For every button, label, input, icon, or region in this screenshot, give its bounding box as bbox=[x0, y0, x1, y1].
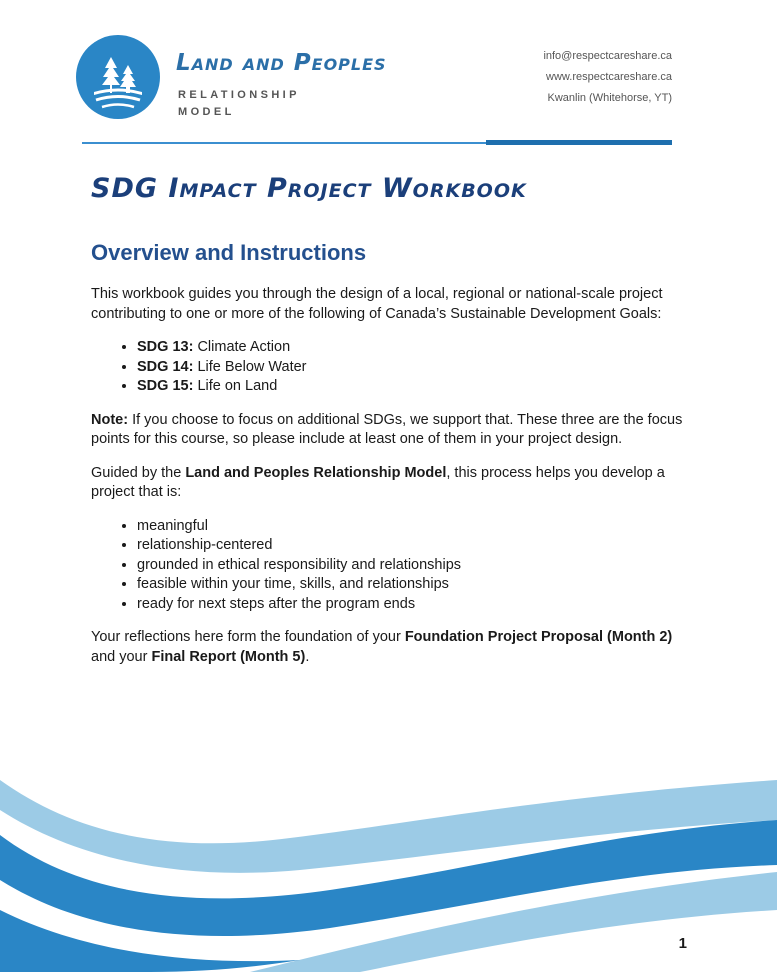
contact-email[interactable]: info@respectcareshare.ca bbox=[543, 50, 672, 62]
model-name: Land and Peoples Relationship Model bbox=[185, 464, 447, 481]
page-number: 1 bbox=[678, 935, 687, 952]
footer-wave bbox=[0, 760, 777, 972]
document-body bbox=[91, 285, 691, 681]
sdg-list-item: • SDG 15: Life on Land bbox=[137, 377, 691, 397]
intro-paragraph: This workbook guides you through the design of a local, regional or national-scale project contributing to one or more of the following of Canada’s Sustainable Development Goals: bbox=[91, 286, 663, 322]
note-paragraph: Note: If you choose to focus on additional SDGs, we support that. These three are the focus points for this course, so please include at least one of them in your project design. bbox=[91, 411, 683, 447]
sdg-list bbox=[91, 338, 691, 397]
contact-block bbox=[543, 46, 672, 109]
closing-paragraph: Your reflections here form the foundation of your Foundation Project Proposal (Month 2) and your Final Report (Month 5). bbox=[91, 629, 673, 665]
list-item: • relationship-centered bbox=[137, 536, 691, 556]
trees-water-circle-icon bbox=[76, 35, 160, 119]
sdg-list-item: • SDG 13: Climate Action bbox=[137, 338, 691, 358]
sdg-list-item: • SDG 14: Life Below Water bbox=[137, 358, 691, 378]
document-title: SDG Impact Project Workbook bbox=[91, 173, 527, 204]
list-item: • ready for next steps after the program ends bbox=[137, 595, 691, 615]
header-divider-accent bbox=[486, 140, 672, 145]
contact-location: Kwanlin (Whitehorse, YT) bbox=[547, 92, 672, 104]
note-label: Note: bbox=[91, 411, 129, 428]
section-heading: Overview and Instructions bbox=[91, 240, 367, 265]
list-item: • meaningful bbox=[137, 517, 691, 537]
proposal-ref: Foundation Project Proposal (Month 2) bbox=[404, 629, 673, 645]
brand-subtitle: RELATIONSHIP MODEL bbox=[178, 89, 300, 118]
brand-title: Land and Peoples bbox=[176, 50, 387, 76]
contact-website[interactable]: www.respectcareshare.ca bbox=[546, 71, 672, 83]
list-item: • grounded in ethical responsibility and relationships bbox=[137, 556, 691, 576]
logo bbox=[76, 35, 160, 119]
report-ref: Final Report (Month 5) bbox=[151, 648, 306, 665]
guided-paragraph: Guided by the Land and Peoples Relationship Model, this process helps you develop a project that is: bbox=[91, 464, 665, 500]
list-item: • feasible within your time, skills, and relationships bbox=[137, 575, 691, 595]
qualities-list bbox=[91, 517, 691, 615]
